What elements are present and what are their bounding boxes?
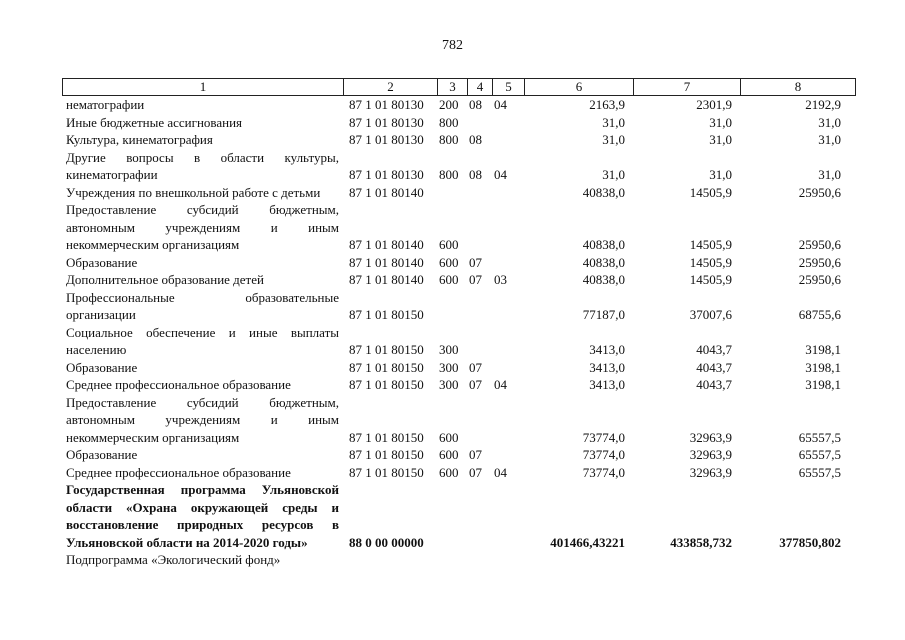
row-code: 87 1 01 80150 — [349, 359, 424, 375]
row-amount-8 — [740, 551, 855, 569]
table-row — [62, 376, 855, 394]
row-name: Социальное обеспечение и иные выплаты населению — [66, 324, 339, 357]
row-code — [343, 551, 437, 569]
column-header-2: 2 — [344, 79, 438, 96]
row-amount-7: 37007,6 — [689, 307, 732, 322]
row-col4 — [467, 481, 492, 551]
table-row — [62, 446, 855, 464]
row-amount-6: 31,0 — [602, 132, 625, 147]
table-body — [62, 96, 855, 569]
column-header-3: 3 — [438, 79, 468, 96]
row-code: 87 1 01 80150 — [349, 429, 424, 445]
row-amount-6: 31,0 — [602, 114, 625, 130]
row-amount-6: 2163,9 — [589, 97, 625, 112]
row-amount-7: 14505,9 — [689, 237, 732, 252]
row-amount-6: 40838,0 — [582, 254, 625, 270]
row-col4 — [467, 394, 492, 447]
row-name: Государственная программа Ульяновской области «Охрана окружающей среды и восстановление природных ресурсов в Ульяновской области на 2014-2020 годы» — [66, 482, 339, 550]
table-row — [62, 271, 855, 289]
row-col5 — [492, 114, 524, 132]
row-col5 — [492, 551, 524, 569]
row-amount-8: 2192,9 — [805, 97, 841, 112]
row-col3 — [437, 289, 467, 324]
row-amount-8: 3198,1 — [805, 342, 841, 357]
row-col3: 600 — [439, 464, 459, 480]
row-name: Предоставление субсидий бюджетным, автономным учреждениям и иным некоммерческим организациям — [66, 202, 339, 252]
row-col4: 07 — [469, 464, 482, 480]
column-header-5: 5 — [493, 79, 525, 96]
row-code: 87 1 01 80140 — [349, 237, 424, 252]
row-code: 87 1 01 80130 — [349, 132, 424, 147]
row-amount-6: 3413,0 — [589, 377, 625, 392]
row-col3: 600 — [439, 447, 459, 462]
row-name: Иные бюджетные ассигнования — [66, 114, 243, 130]
row-col4: 08 — [469, 97, 482, 112]
table-row — [62, 551, 855, 569]
row-amount-6: 73774,0 — [582, 429, 625, 445]
row-code: 87 1 01 80130 — [349, 97, 424, 112]
column-header-4: 4 — [468, 79, 493, 96]
row-amount-7: 14505,9 — [689, 184, 732, 200]
row-col5 — [492, 184, 524, 202]
row-col3: 200 — [439, 97, 459, 112]
row-amount-7: 31,0 — [709, 114, 732, 130]
column-header-6: 6 — [525, 79, 634, 96]
row-amount-6: 3413,0 — [589, 342, 625, 357]
row-col5 — [492, 289, 524, 324]
row-code: 87 1 01 80140 — [349, 184, 424, 200]
row-name: Культура, кинематография — [66, 132, 213, 147]
row-col4 — [467, 201, 492, 254]
row-col5: 04 — [494, 167, 507, 182]
row-amount-8: 31,0 — [818, 132, 841, 147]
row-amount-7: 4043,7 — [696, 342, 732, 357]
row-col3 — [437, 481, 467, 551]
table-row — [62, 289, 855, 324]
table-row — [62, 149, 855, 184]
row-col4 — [467, 184, 492, 202]
row-col4: 07 — [469, 447, 482, 462]
row-col3: 800 — [439, 132, 459, 147]
row-col3: 300 — [439, 342, 459, 357]
row-col3: 300 — [439, 359, 459, 375]
table-row — [62, 481, 855, 551]
row-col5 — [492, 446, 524, 464]
row-amount-6: 73774,0 — [582, 447, 625, 462]
row-amount-8: 377850,802 — [779, 534, 841, 550]
row-col5: 04 — [494, 377, 507, 392]
row-name: Дополнительное образование детей — [66, 272, 264, 287]
row-code: 87 1 01 80150 — [349, 464, 424, 480]
row-name: Образование — [66, 254, 138, 270]
table-row — [62, 201, 855, 254]
row-col4 — [467, 551, 492, 569]
row-amount-8: 25950,6 — [798, 184, 841, 200]
column-header-row — [63, 79, 856, 96]
row-amount-6: 40838,0 — [582, 184, 625, 200]
table-row — [62, 359, 855, 377]
row-col3: 600 — [439, 429, 459, 445]
row-amount-8: 3198,1 — [805, 377, 841, 392]
row-col5: 04 — [494, 97, 507, 112]
row-col5 — [492, 254, 524, 272]
row-col3: 600 — [439, 272, 459, 287]
row-amount-8: 65557,5 — [798, 429, 841, 445]
row-col3: 800 — [439, 114, 459, 130]
row-amount-7: 14505,9 — [689, 272, 732, 287]
row-name: нематографии — [66, 97, 145, 112]
row-col4 — [467, 324, 492, 359]
row-col5 — [492, 359, 524, 377]
row-col4 — [467, 114, 492, 132]
row-col5 — [492, 394, 524, 447]
row-col5 — [492, 201, 524, 254]
row-code: 87 1 01 80150 — [349, 377, 424, 392]
row-amount-7: 32963,9 — [689, 429, 732, 445]
column-header-1: 1 — [63, 79, 344, 96]
row-amount-6: 77187,0 — [582, 307, 625, 322]
row-amount-8: 65557,5 — [798, 464, 841, 480]
table-row — [62, 324, 855, 359]
row-name: Предоставление субсидий бюджетным, автономным учреждениям и иным некоммерческим организациям — [66, 394, 339, 445]
row-amount-7: 4043,7 — [696, 359, 732, 375]
row-col5 — [492, 131, 524, 149]
row-amount-6: 3413,0 — [589, 359, 625, 375]
row-col4: 07 — [469, 359, 482, 375]
row-code: 87 1 01 80140 — [349, 254, 424, 270]
table-row — [62, 114, 855, 132]
row-amount-8: 25950,6 — [798, 254, 841, 270]
row-amount-7: 32963,9 — [689, 447, 732, 462]
table-row — [62, 394, 855, 447]
row-amount-8: 31,0 — [818, 114, 841, 130]
row-col4: 08 — [469, 132, 482, 147]
row-col3: 600 — [439, 237, 459, 252]
row-name: Среднее профессиональное образование — [66, 377, 291, 392]
table-row — [62, 254, 855, 272]
table-row — [62, 131, 855, 149]
row-name: Другие вопросы в области культуры, кинематографии — [66, 149, 339, 182]
row-col3: 600 — [439, 254, 459, 270]
row-amount-7: 31,0 — [709, 132, 732, 147]
row-name: Учреждения по внешкольной работе с детьми — [66, 184, 321, 200]
row-code: 87 1 01 80150 — [349, 342, 424, 357]
row-amount-8: 3198,1 — [805, 359, 841, 375]
row-col5: 04 — [494, 464, 507, 480]
row-amount-8: 68755,6 — [798, 307, 841, 322]
row-col3 — [437, 184, 467, 202]
row-code: 87 1 01 80130 — [349, 167, 424, 182]
row-amount-6: 73774,0 — [582, 464, 625, 480]
row-amount-8: 65557,5 — [798, 447, 841, 462]
row-name: Образование — [66, 359, 138, 375]
row-code: 87 1 01 80150 — [349, 447, 424, 462]
column-header-7: 7 — [634, 79, 741, 96]
row-col4: 08 — [469, 167, 482, 182]
row-amount-7 — [633, 551, 740, 569]
row-name: Среднее профессиональное образование — [66, 464, 291, 480]
column-header-table — [62, 78, 856, 96]
row-amount-6: 401466,43221 — [550, 534, 625, 550]
row-col3: 800 — [439, 167, 459, 182]
column-header-8: 8 — [741, 79, 856, 96]
row-col5 — [492, 324, 524, 359]
row-amount-6: 40838,0 — [582, 237, 625, 252]
row-col3 — [437, 551, 467, 569]
row-amount-6: 40838,0 — [582, 272, 625, 287]
row-amount-8: 25950,6 — [798, 272, 841, 287]
row-col4: 07 — [469, 254, 482, 270]
row-amount-7: 433858,732 — [670, 534, 732, 550]
row-col4: 07 — [469, 377, 482, 392]
row-name: Образование — [66, 447, 138, 462]
row-col5: 03 — [494, 272, 507, 287]
row-amount-7: 32963,9 — [689, 464, 732, 480]
row-amount-6: 31,0 — [602, 167, 625, 182]
row-code: 88 0 00 00000 — [349, 534, 424, 550]
table-row — [62, 96, 855, 114]
row-amount-6 — [524, 551, 633, 569]
row-amount-7: 2301,9 — [696, 97, 732, 112]
row-col5 — [492, 481, 524, 551]
table-row — [62, 184, 855, 202]
row-amount-7: 14505,9 — [689, 254, 732, 270]
row-col3: 300 — [439, 377, 459, 392]
page-number: 782 — [442, 38, 463, 53]
row-amount-7: 31,0 — [709, 167, 732, 182]
table-row — [62, 464, 855, 482]
row-col4: 07 — [469, 272, 482, 287]
row-amount-8: 25950,6 — [798, 237, 841, 252]
budget-table — [62, 96, 855, 569]
row-amount-7: 4043,7 — [696, 377, 732, 392]
row-col4 — [467, 289, 492, 324]
row-name: Профессиональные образовательные организации — [66, 289, 339, 322]
row-code: 87 1 01 80140 — [349, 272, 424, 287]
row-code: 87 1 01 80130 — [349, 114, 424, 130]
row-amount-8: 31,0 — [818, 167, 841, 182]
row-code: 87 1 01 80150 — [349, 307, 424, 322]
row-name: Подпрограмма «Экологический фонд» — [66, 552, 281, 567]
